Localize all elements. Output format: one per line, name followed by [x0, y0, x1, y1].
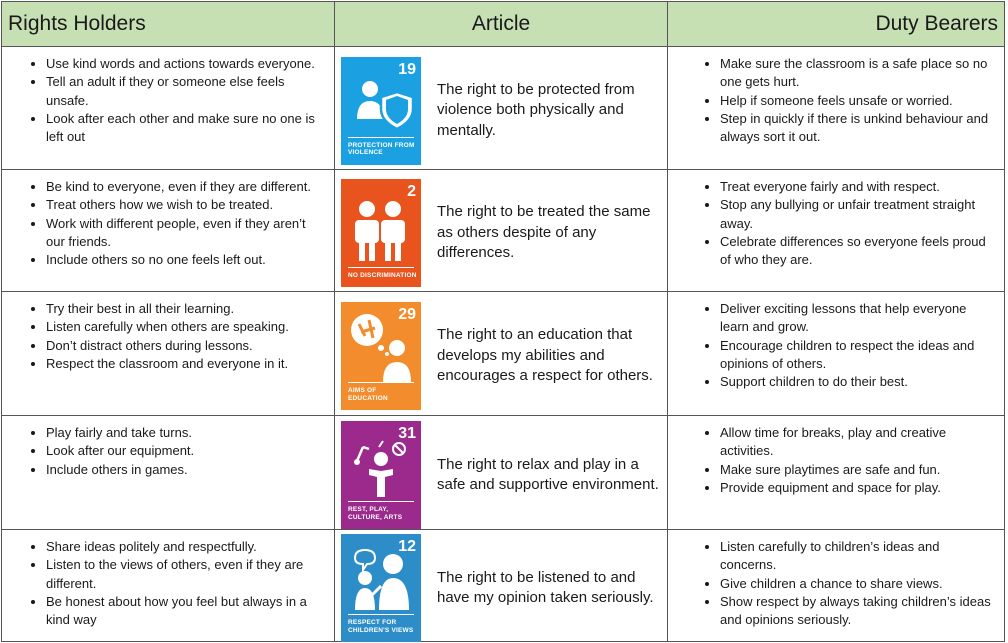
rights-list-item: • Use kind words and actions towards everyone. — [46, 55, 334, 73]
duties-list-item: • Make sure playtimes are safe and fun. — [720, 461, 1004, 479]
duties-list-item: • Support children to do their best. — [720, 373, 1004, 391]
rights-list-item: • Include others in games. — [46, 461, 334, 479]
article-cell — [335, 530, 668, 642]
article-badge-label: NO DISCRIMINATION — [348, 271, 417, 279]
article-number: 2 — [407, 183, 416, 200]
duties-list — [668, 424, 1004, 497]
rights-list-item: • Share ideas politely and respectfully. — [46, 538, 334, 556]
badge-divider — [348, 501, 414, 502]
article-badge-label: AIMS OF EDUCATION — [348, 387, 388, 402]
duties-list-item: • Celebrate differences so everyone feels proud of who they are. — [720, 233, 1004, 270]
rights-list-item: • Include others so no one feels left out. — [46, 251, 334, 269]
article-description: The right to be treated the same as others despite of any differences. — [437, 203, 651, 262]
article-badge-label: RESPECT FOR CHILDREN'S VIEWS — [348, 619, 414, 634]
article-number: 29 — [398, 306, 416, 323]
article-description: The right to be protected from violence both physically and mentally. — [437, 80, 635, 139]
duties-list-item: • Listen carefully to children’s ideas and concerns. — [720, 538, 1004, 575]
rights-list-item: • Be honest about how you feel but always in a kind way — [46, 593, 334, 630]
article-cell — [335, 416, 668, 530]
duty-bearers-cell — [668, 416, 1005, 530]
duties-list-item: • Show respect by always taking children’s ideas and opinions seriously. — [720, 593, 1004, 630]
duties-list — [668, 55, 1004, 146]
rights-list-item: • Listen to the views of others, even if they are different. — [46, 556, 334, 593]
rights-list-item: • Treat others how we wish to be treated. — [46, 196, 334, 214]
rights-list — [2, 55, 334, 146]
article-cell — [335, 47, 668, 170]
rights-list-item: • Work with different people, even if they aren’t our friends. — [46, 215, 334, 252]
article-description: The right to be listened to and have my opinion taken seriously. — [437, 568, 654, 606]
duty-bearers-cell — [668, 530, 1005, 642]
header-row — [2, 2, 1005, 47]
rights-list-item: • Try their best in all their learning. — [46, 300, 334, 318]
rights-table — [1, 1, 1005, 642]
duties-list-item: • Help if someone feels unsafe or worried. — [720, 92, 1004, 110]
badge-divider — [348, 382, 414, 383]
article-badge-label: REST, PLAY, CULTURE, ARTS — [348, 506, 403, 521]
article-description: The right to an education that develops my abilities and encourages a respect for others. — [437, 326, 653, 385]
rights-list-item: • Tell an adult if they or someone else feels unsafe. — [46, 73, 334, 110]
rights-holders-cell — [2, 530, 335, 642]
duties-list — [668, 300, 1004, 391]
rights-list-item: • Play fairly and take turns. — [46, 424, 334, 442]
article-badge — [341, 57, 421, 165]
article-badge — [341, 179, 421, 287]
rights-holders-cell — [2, 170, 335, 292]
duties-list-item: • Allow time for breaks, play and creative activities. — [720, 424, 1004, 461]
duty-bearers-cell — [668, 170, 1005, 292]
table-row — [2, 292, 1005, 416]
duties-list-item: • Encourage children to respect the ideas and opinions of others. — [720, 337, 1004, 374]
article-badge — [341, 302, 421, 410]
duties-list-item: • Deliver exciting lessons that help everyone learn and grow. — [720, 300, 1004, 337]
rights-list — [2, 178, 334, 269]
duties-list-item: • Provide equipment and space for play. — [720, 479, 1004, 497]
rights-list-item: • Respect the classroom and everyone in it. — [46, 355, 334, 373]
duties-list-item: • Step in quickly if there is unkind behaviour and always sort it out. — [720, 110, 1004, 147]
badge-divider — [348, 267, 414, 268]
duty-bearers-cell — [668, 47, 1005, 170]
duties-list-item: • Treat everyone fairly and with respect. — [720, 178, 1004, 196]
duties-list — [668, 178, 1004, 269]
table-row — [2, 530, 1005, 642]
article-number: 19 — [398, 60, 416, 78]
rights-list — [2, 424, 334, 479]
rights-list-item: • Look after each other and make sure no one is left out — [46, 110, 334, 147]
table-row — [2, 47, 1005, 170]
table-row — [2, 170, 1005, 292]
rights-list-item: • Listen carefully when others are speaking. — [46, 318, 334, 336]
article-description: The right to relax and play in a safe and supportive environment. — [437, 455, 659, 493]
article-badge-label: PROTECTION FROM VIOLENCE — [348, 141, 415, 156]
header-rights-holders: Rights Holders — [2, 2, 335, 47]
rights-list-item: • Be kind to everyone, even if they are different. — [46, 178, 334, 196]
rights-list-item: • Look after our equipment. — [46, 442, 334, 460]
article-cell — [335, 170, 668, 292]
badge-divider — [348, 137, 414, 138]
duty-bearers-cell — [668, 292, 1005, 416]
rights-holders-cell — [2, 47, 335, 170]
header-duty-bearers: Duty Bearers — [668, 2, 1005, 47]
duties-list — [668, 538, 1004, 629]
duties-list-item: • Give children a chance to share views. — [720, 575, 1004, 593]
article-number: 31 — [398, 425, 416, 442]
article-badge — [341, 421, 421, 529]
rights-holders-cell — [2, 416, 335, 530]
rights-list-item: • Don’t distract others during lessons. — [46, 337, 334, 355]
duties-list-item: • Make sure the classroom is a safe place so no one gets hurt. — [720, 55, 1004, 92]
article-badge — [341, 534, 421, 642]
rights-list — [2, 538, 334, 629]
article-number: 12 — [398, 538, 416, 555]
rights-holders-cell — [2, 292, 335, 416]
badge-divider — [348, 614, 414, 615]
article-cell — [335, 292, 668, 416]
table-row — [2, 416, 1005, 530]
duties-list-item: • Stop any bullying or unfair treatment straight away. — [720, 196, 1004, 233]
header-article: Article — [335, 2, 668, 47]
rights-list — [2, 300, 334, 373]
